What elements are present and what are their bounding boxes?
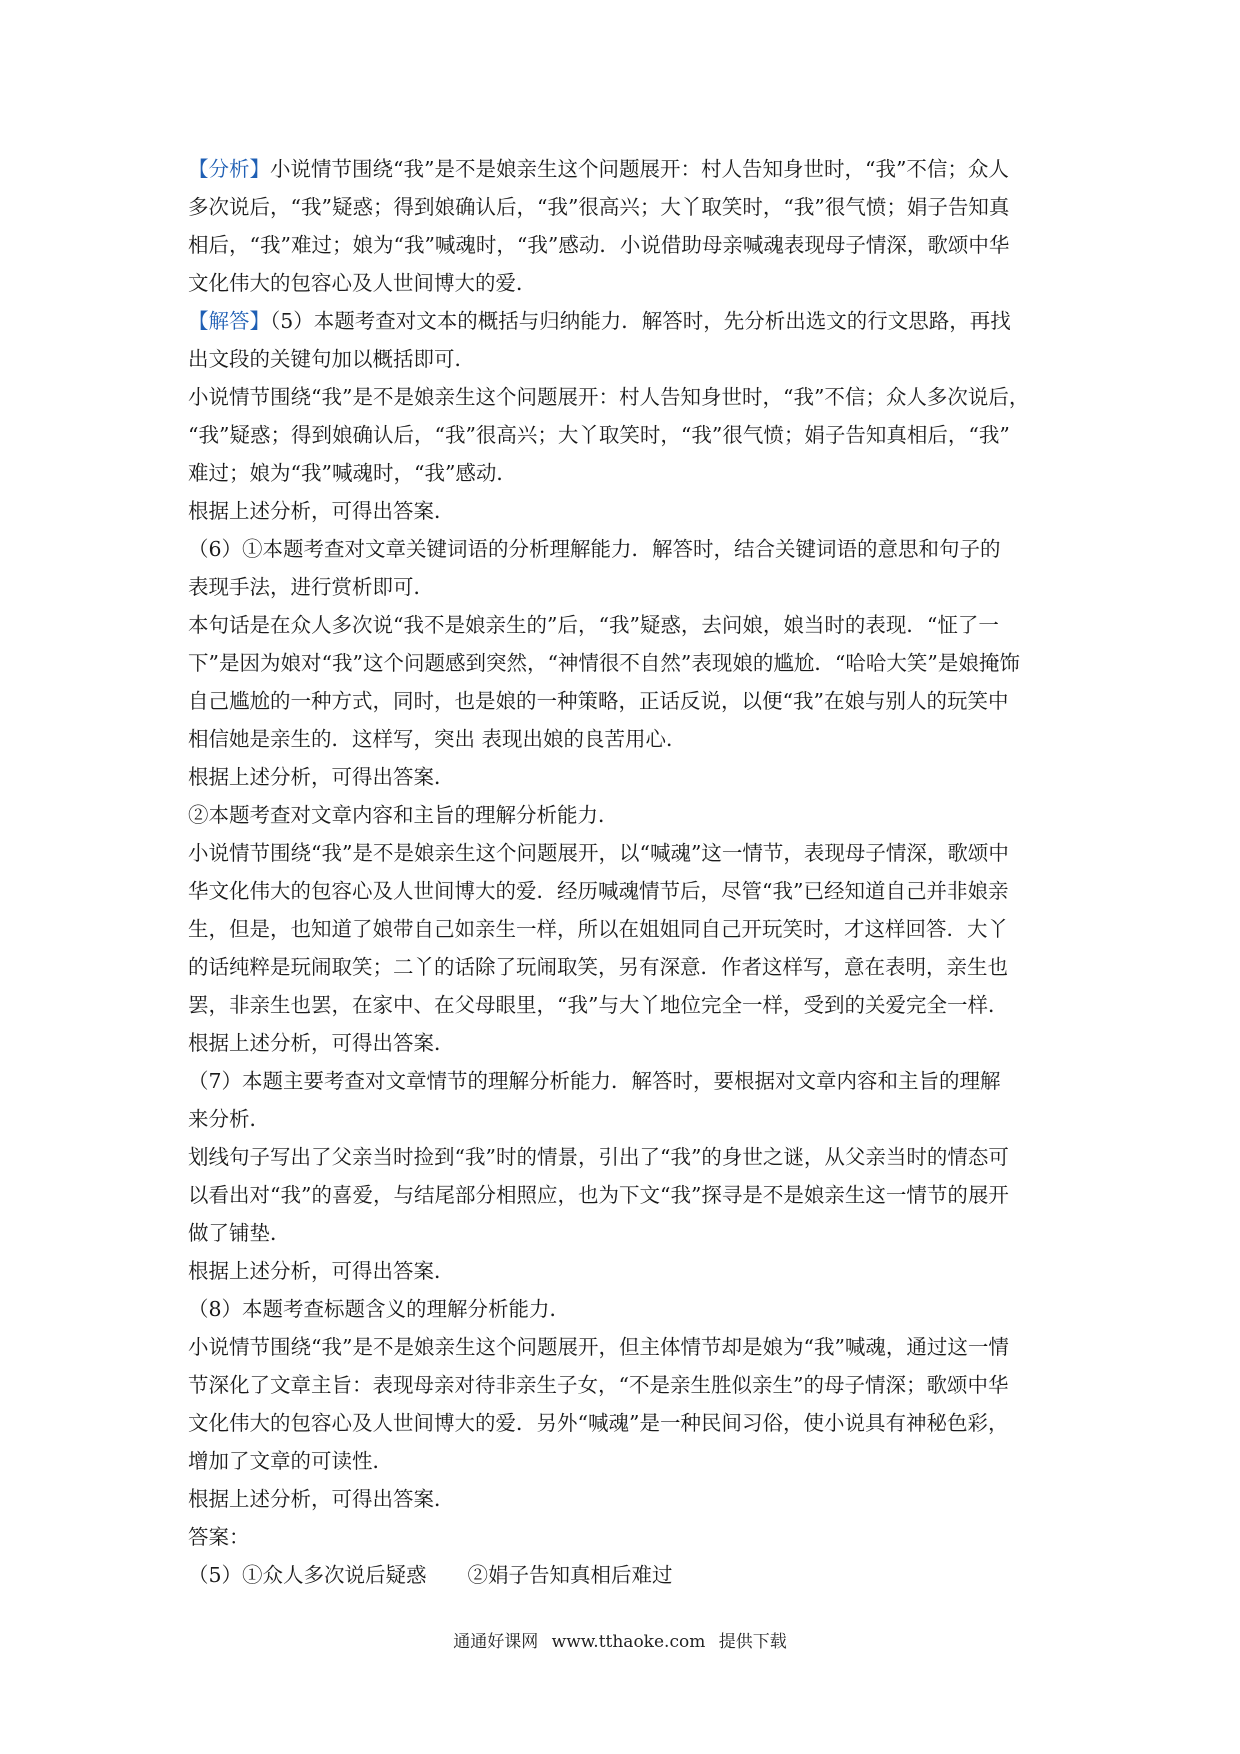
section-tag: 【解答】 [188,309,270,333]
line-text: 以看出对“我”的喜爱，与结尾部分相照应，也为下文“我”探寻是不是娘亲生这一情节的展开 [188,1183,1009,1207]
text-line [188,758,1066,796]
line-text: 根据上述分析，可得出答案． [188,1259,455,1283]
line-text: 小说情节围绕“我”是不是娘亲生这个问题展开，但主体情节却是娘为“我”喊魂，通过这一情 [188,1335,1009,1359]
text-line [188,1214,1066,1252]
text-line [188,910,1066,948]
line-text: 小说情节围绕“我”是不是娘亲生这个问题展开：村人告知身世时，“我”不信；众人多次说后， [188,385,1030,409]
line-text: 小说情节围绕“我”是不是娘亲生这个问题展开：村人告知身世时，“我”不信；众人 [270,157,1009,181]
line-text: 小说情节围绕“我”是不是娘亲生这个问题展开，以“喊魂”这一情节，表现母子情深，歌颂中 [188,841,1009,865]
footer-url: www.tthaoke.com [551,1632,706,1652]
line-text: 文化伟大的包容心及人世间博大的爱．另外“喊魂”是一种民间习俗，使小说具有神秘色彩， [188,1411,1009,1435]
text-line [188,1252,1066,1290]
text-line [188,796,1066,834]
text-line [188,1480,1066,1518]
text-line [188,568,1066,606]
text-line [188,720,1066,758]
text-line [188,264,1066,302]
line-text: 的话纯粹是玩闹取笑；二丫的话除了玩闹取笑，另有深意．作者这样写，意在表明，亲生也 [188,955,1008,979]
line-text: （6）①本题考查对文章关键词语的分析理解能力．解答时，结合关键词语的意思和句子的 [188,537,1001,561]
text-line [188,454,1066,492]
text-line [188,1366,1066,1404]
line-text: 根据上述分析，可得出答案． [188,765,455,789]
line-text: 华文化伟大的包容心及人世间博大的爱．经历喊魂情节后，尽管“我”已经知道自己并非娘亲 [188,879,1009,903]
line-text: （5）本题考查对文本的概括与归纳能力．解答时，先分析出选文的行文思路，再找 [270,309,1011,333]
text-line [188,1100,1066,1138]
text-line [188,1062,1066,1100]
text-line [188,302,1066,340]
line-text: 多次说后，“我”疑惑；得到娘确认后，“我”很高兴；大丫取笑时，“我”很气愤；娟子告知真 [188,195,1010,219]
line-text: 根据上述分析，可得出答案． [188,499,455,523]
line-text: 根据上述分析，可得出答案． [188,1031,455,1055]
line-text: 根据上述分析，可得出答案． [188,1487,455,1511]
text-line [188,340,1066,378]
text-line [188,1290,1066,1328]
line-text: 相信她是亲生的．这样写，突出 表现出娘的良苦用心． [188,727,687,751]
text-line [188,1556,1066,1594]
footer-site-name: 通通好课网 [453,1632,539,1652]
text-line [188,948,1066,986]
text-line [188,986,1066,1024]
text-line [188,834,1066,872]
text-line [188,416,1066,454]
text-line [188,644,1066,682]
line-text: 答案： [188,1525,250,1549]
text-line [188,226,1066,264]
line-text: （5）①众人多次说后疑惑 ②娟子告知真相后难过 [188,1563,673,1587]
line-text: 节深化了文章主旨：表现母亲对待非亲生子女，“不是亲生胜似亲生”的母子情深；歌颂中华 [188,1373,1009,1397]
line-text: 做了铺垫． [188,1221,291,1245]
line-text: 难过；娘为“我”喊魂时，“我”感动． [188,461,517,485]
page-footer [0,1628,1240,1656]
text-line [188,1442,1066,1480]
text-line [188,682,1066,720]
line-text: 出文段的关键句加以概括即可． [188,347,475,371]
text-line [188,530,1066,568]
line-text: 表现手法，进行赏析即可． [188,575,434,599]
line-text: （7）本题主要考查对文章情节的理解分析能力．解答时，要根据对文章内容和主旨的理解 [188,1069,1001,1093]
text-line [188,492,1066,530]
line-text: ②本题考查对文章内容和主旨的理解分析能力． [188,803,619,827]
line-text: “我”疑惑；得到娘确认后，“我”很高兴；大丫取笑时，“我”很气愤；娟子告知真相后，“我” [188,423,1010,447]
line-text: 自己尴尬的一种方式，同时，也是娘的一种策略，正话反说，以便“我”在娘与别人的玩笑中 [188,689,1009,713]
text-line [188,1024,1066,1062]
text-line [188,606,1066,644]
text-line [188,378,1066,416]
line-text: 相后，“我”难过；娘为“我”喊魂时，“我”感动．小说借助母亲喊魂表现母子情深，歌颂中华 [188,233,1010,257]
text-line [188,872,1066,910]
footer-suffix: 提供下载 [718,1632,787,1652]
text-line [188,1518,1066,1556]
text-line [188,1138,1066,1176]
line-text: （8）本题考查标题含义的理解分析能力． [188,1297,571,1321]
text-line [188,1328,1066,1366]
section-tag: 【分析】 [188,157,270,181]
text-line [188,1404,1066,1442]
line-text: 下”是因为娘对“我”这个问题感到突然，“神情很不自然”表现娘的尴尬．“哈哈大笑”是娘掩饰 [188,651,1020,675]
text-line [188,188,1066,226]
line-text: 生，但是，也知道了娘带自己如亲生一样，所以在姐姐同自己开玩笑时，才这样回答．大丫 [188,917,1008,941]
line-text: 增加了文章的可读性． [188,1449,393,1473]
text-line [188,1176,1066,1214]
line-text: 本句话是在众人多次说“我不是娘亲生的”后，“我”疑惑，去问娘，娘当时的表现．“怔了一 [188,613,999,637]
line-text: 文化伟大的包容心及人世间博大的爱． [188,271,537,295]
line-text: 来分析． [188,1107,270,1131]
line-text: 划线句子写出了父亲当时捡到“我”时的情景，引出了“我”的身世之谜，从父亲当时的情态可 [188,1145,1009,1169]
text-line [188,150,1066,188]
line-text: 罢，非亲生也罢，在家中、在父母眼里，“我”与大丫地位完全一样，受到的关爱完全一样． [188,993,1009,1017]
document-body [188,150,1066,1594]
